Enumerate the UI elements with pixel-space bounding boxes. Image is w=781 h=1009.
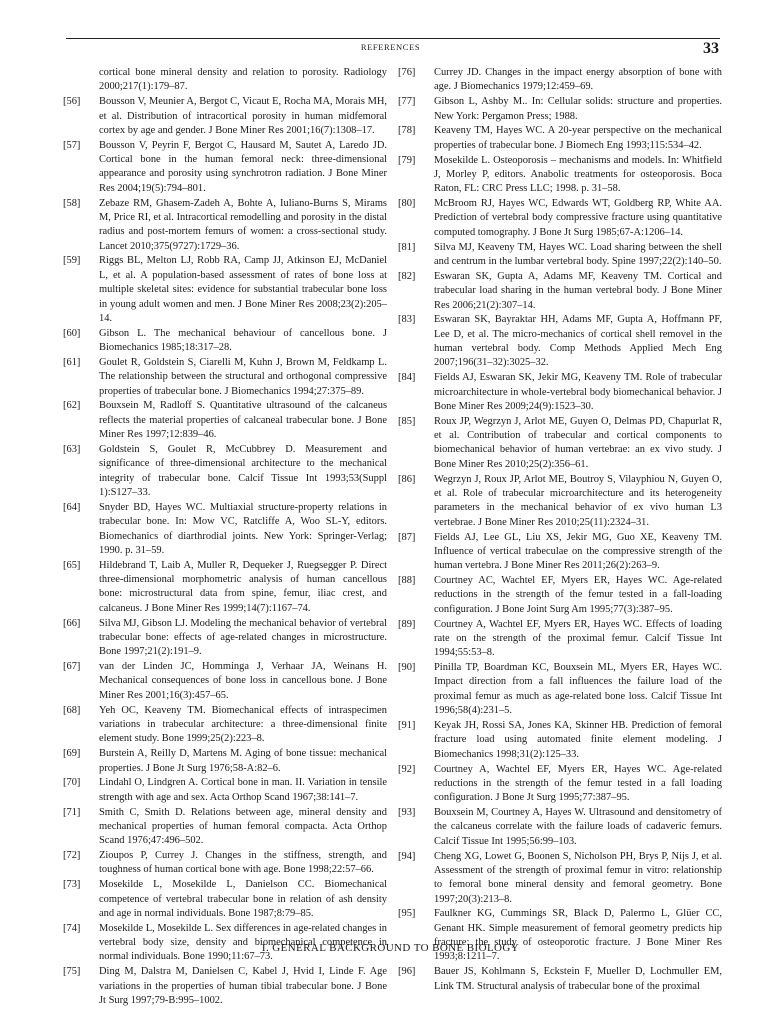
reference-number: [85] — [398, 415, 416, 427]
reference-entry — [63, 776, 387, 805]
reference-entry — [63, 95, 387, 138]
reference-entry — [63, 254, 387, 326]
reference-number: [80] — [398, 198, 416, 210]
reference-number: [59] — [63, 255, 81, 267]
header-rule — [66, 38, 720, 39]
reference-entry — [398, 313, 722, 370]
reference-entry — [63, 356, 387, 399]
reference-entry — [398, 95, 722, 124]
reference-entry — [63, 559, 387, 616]
reference-text: Mosekilde L. Osteoporosis – mechanisms and models. In: Whitfield J, Morley P, editors. Anabolic treatments for osteoporosis. Boca Raton, FL: CRC Press LLC; 1998. p. 31–58. — [434, 154, 722, 195]
reference-number: [89] — [398, 618, 416, 630]
reference-number: [79] — [398, 154, 416, 166]
reference-number: [71] — [63, 806, 81, 818]
reference-number: [93] — [398, 807, 416, 819]
reference-number: [72] — [63, 850, 81, 862]
reference-text: Mosekilde L, Mosekilde L. Sex differences in age-related changes in vertebral body size, density and biomechanical competence in normal individuals. Bone 1990;11:67–73. — [99, 922, 387, 963]
reference-text: Smith C, Smith D. Relations between age, mineral density and mechanical properties of human femoral compacta. Acta Orthop Scand 1976;47:496–502. — [99, 806, 387, 847]
reference-entry — [398, 473, 722, 530]
reference-text: Bouxsein M, Courtney A, Hayes W. Ultrasound and densitometry of the calcaneus correlate with the failure loads of cadaveric femurs. Calcif Tissue Int 1995;56:99–103. — [434, 807, 722, 847]
reference-number: [63] — [63, 443, 81, 455]
reference-number: [69] — [63, 748, 81, 760]
reference-text: Zebaze RM, Ghasem-Zadeh A, Bohte A, Iuliano-Burns S, Mirams M, Price RI, et al. Intracortical remodelling and porosity in the distal radius and post-mortem femurs of women: a cross-sectional study. Lancet 2010;375(9727):1729–36. — [99, 197, 387, 252]
references-right-column — [398, 66, 722, 995]
reference-entry — [398, 806, 722, 849]
reference-number: [61] — [63, 356, 81, 368]
reference-entry — [398, 371, 722, 414]
reference-text: Courtney A, Wachtel EF, Myers ER, Hayes WC. Effects of loading rate on the strength of the proximal femur. Calcif Tissue Int 1994;55:53–8. — [434, 618, 722, 659]
reference-text: Yeh OC, Keaveny TM. Biomechanical effects of intraspecimen variations in trabecular architecture: a three-dimensional finite element study. Bone 1999;25(2):223–8. — [99, 704, 387, 745]
reference-entry — [63, 849, 387, 878]
reference-text: Courtney AC, Wachtel EF, Myers ER, Hayes WC. Age-related reductions in the strength of the femur tested in a fall-loading configuration. J Bone Joint Surg Am 1995;77(3):387–95. — [434, 575, 722, 615]
reference-entry — [398, 415, 722, 472]
reference-text: Eswaran SK, Gupta A, Adams MF, Keaveny TM. Cortical and trabecular load sharing in the human vertebral body. J Bone Miner Res 2006;21(2):307–14. — [434, 270, 722, 311]
reference-number: [56] — [63, 96, 81, 108]
reference-number: [96] — [398, 966, 416, 978]
reference-entry — [398, 124, 722, 153]
reference-entry — [63, 139, 387, 196]
reference-entry — [398, 197, 722, 240]
reference-text: Fields AJ, Lee GL, Liu XS, Jekir MG, Guo XE, Keaveny TM. Influence of vertical trabeculae on the compressive strength of the human vertebra. J Bone Miner Res 2011;26(2):263–9. — [434, 531, 722, 572]
reference-text: Silva MJ, Keaveny TM, Hayes WC. Load sharing between the shell and centrum in the lumbar vertebral body. Spine 1997;22(2):140–50. — [434, 241, 722, 267]
reference-number: [74] — [63, 922, 81, 934]
page-footer: I. GENERAL BACKGROUND TO BONE BIOLOGY — [261, 942, 520, 954]
reference-number: [94] — [398, 850, 416, 862]
reference-entry — [63, 197, 387, 254]
reference-number: [82] — [398, 270, 416, 282]
reference-number: [91] — [398, 719, 416, 731]
reference-text: Bouxsein M, Radloff S. Quantitative ultrasound of the calcaneus reflects the material properties of calcaneal trabecular bone. J Bone Miner Res 1997;12:839–46. — [99, 400, 387, 441]
reference-number: [68] — [63, 704, 81, 716]
reference-text: Bousson V, Peyrin F, Bergot C, Hausard M, Sautet A, Laredo JD. Cortical bone in the human femoral neck: three-dimensional appearance and porosity using synchrotron radiation. J Bone Miner Res 2004;19(5):794–801. — [99, 139, 387, 194]
reference-entry — [398, 574, 722, 617]
reference-text: Currey JD. Changes in the impact energy absorption of bone with age. J Biomechanics 1979;12:459–69. — [434, 67, 722, 93]
reference-entry — [63, 878, 387, 921]
reference-text: Goldstein S, Goulet R, McCubbrey D. Measurement and significance of three-dimensional architecture to the mechanical integrity of trabecular bone. Calcif Tissue Int 1993;53(Suppl 1):S127–33. — [99, 443, 387, 498]
reference-text: Keaveny TM, Hayes WC. A 20-year perspective on the mechanical properties of trabecular bone. J Biomech Eng 1993;115:534–42. — [434, 125, 722, 151]
reference-text: van der Linden JC, Homminga J, Verhaar JA, Weinans H. Mechanical consequences of bone loss in cancellous bone. J Bone Miner Res 2001;16(3):457–65. — [99, 661, 387, 701]
reference-number: [60] — [63, 327, 81, 339]
reference-number: [70] — [63, 777, 81, 789]
reference-text: Wegrzyn J, Roux JP, Arlot ME, Boutroy S, Vilayphiou N, Guyen O, et al. Role of trabecular microarchitecture and its heterogeneity parameters in the mechanical behavior of ex vivo human L3 vertebrae. J Bone Miner Res 2010;25(11):2324–31. — [434, 473, 722, 528]
reference-text: Goulet R, Goldstein S, Ciarelli M, Kuhn J, Brown M, Feldkamp L. The relationship between the structural and orthogonal compressive properties of trabecular bone. J Biomechanics 1994;27:375–89. — [99, 356, 387, 397]
reference-entry — [398, 965, 722, 994]
page-number: 33 — [703, 40, 719, 57]
reference-text: Gibson L, Ashby M.. In: Cellular solids: structure and properties. New York: Pergamon Press; 1988. — [434, 96, 722, 122]
reference-number: [81] — [398, 241, 416, 253]
reference-entry — [63, 399, 387, 442]
reference-text: Eswaran SK, Bayraktar HH, Adams MF, Gupta A, Hoffmann PF, Lee D, et al. The micro-mechanics of cortical shell removel in the human vertebral body. Comp Methods Applied Mech Eng 2007;196(31–32):3025–32. — [434, 314, 722, 369]
reference-number: [88] — [398, 575, 416, 587]
reference-number: [66] — [63, 617, 81, 629]
reference-number: [73] — [63, 879, 81, 891]
reference-entry — [63, 327, 387, 356]
reference-text: Courtney A, Wachtel EF, Myers ER, Hayes WC. Age-related reductions in the strength of the femur tested in a fall loading configuration. J Bone Jt Surg 1995;77:387–95. — [434, 763, 722, 804]
reference-number: [57] — [63, 139, 81, 151]
reference-number: [58] — [63, 197, 81, 209]
reference-entry — [398, 719, 722, 762]
reference-number: [75] — [63, 966, 81, 978]
reference-text: Cheng XG, Lowet G, Boonen S, Nicholson PH, Brys P, Nijs J, et al. Assessment of the strength of proximal femur in vitro: relationship to femoral bone mineral density and femoral geometry. Bone 1997;20(3):213–8. — [434, 850, 722, 905]
reference-entry — [63, 501, 387, 558]
reference-entry — [398, 66, 722, 95]
reference-text: Snyder BD, Hayes WC. Multiaxial structure-property relations in trabecular bone. In: Mow VC, Ratcliffe A, Woo SL-Y, editors. Biomechanics of diarthrodial joints. New York: Springer-Verlag; 1990. p. 31–59. — [99, 501, 387, 556]
reference-entry — [398, 618, 722, 661]
reference-entry — [63, 747, 387, 776]
reference-number: [77] — [398, 96, 416, 108]
reference-text: Riggs BL, Melton LJ, Robb RA, Camp JJ, Atkinson EJ, McDaniel L, et al. A population-based assessment of rates of bone loss at multiple skeletal sites: evidence for substantial trabecular bone loss in young adult women and men. J Bone Miner Res 2008;23(2):205–14. — [99, 255, 387, 324]
reference-number: [92] — [398, 763, 416, 775]
reference-text: Faulkner KG, Cummings SR, Black D, Palermo L, Glüer CC, Genant HK. Simple measurement of femoral geometry predicts hip fracture: the study of osteoporotic fracture. J Bone Miner Res 1993;8:1211–7. — [434, 908, 722, 963]
reference-number: [95] — [398, 908, 416, 920]
reference-entry — [398, 763, 722, 806]
reference-number: [65] — [63, 559, 81, 571]
reference-number: [76] — [398, 67, 416, 78]
reference-entry — [398, 270, 722, 313]
reference-entry — [63, 806, 387, 849]
reference-number: [64] — [63, 501, 81, 513]
reference-number: [87] — [398, 531, 416, 543]
reference-number: [62] — [63, 400, 81, 412]
reference-entry — [63, 617, 387, 660]
reference-text: Bauer JS, Kohlmann S, Eckstein F, Mueller D, Lochmuller EM, Link TM. Structural analysis of trabecular bone of the proximal — [434, 966, 722, 992]
reference-number: [78] — [398, 125, 416, 137]
reference-text: Ding M, Dalstra M, Danielsen C, Kabel J, Hvid I, Linde F. Age variations in the properties of human tibial trabecular bone. J Bone Jt Surg 1997;79-B:995–1002. — [99, 966, 387, 1006]
reference-text: Burstein A, Reilly D, Martens M. Aging of bone tissue: mechanical properties. J Bone Jt Surg 1976;58-A:82–6. — [99, 748, 387, 774]
reference-text: Hildebrand T, Laib A, Muller R, Dequeker J, Ruegsegger P. Direct three-dimensional morphometric analysis of human cancellous bone: microstructural data from spine, femur, iliac crest, and calcaneus. J Bone Miner Res 1999;14(7):1167–74. — [99, 559, 387, 614]
reference-number: [83] — [398, 314, 416, 326]
reference-continuation: cortical bone mineral density and relation to porosity. Radiology 2000;217(1):179–87. — [99, 67, 387, 93]
reference-entry — [398, 850, 722, 907]
reference-entry — [63, 443, 387, 500]
reference-number: [67] — [63, 661, 81, 673]
references-left-column — [63, 66, 387, 1009]
reference-entry — [398, 154, 722, 197]
reference-number: [86] — [398, 473, 416, 485]
reference-number: [84] — [398, 372, 416, 384]
reference-text: Roux JP, Wegrzyn J, Arlot ME, Guyen O, Delmas PD, Chapurlat R, et al. Contribution of trabecular and cortical components to biomechanical behavior of human vertebrae: an ex vivo study. J Bone Miner Res 2010;25(2):356–61. — [434, 415, 722, 470]
reference-text: Gibson L. The mechanical behaviour of cancellous bone. J Biomechanics 1985;18:317–28. — [99, 327, 387, 354]
reference-text: Zioupos P, Currey J. Changes in the stiffness, strength, and toughness of human cortical bone with age. Bone 1998;22:57–66. — [99, 850, 387, 876]
reference-text: Mosekilde L, Mosekilde L, Danielson CC. Biomechanical competence of vertebral trabecular bone in relation of ash density and age in normal individuals. Bone 1987;8:79–85. — [99, 879, 387, 919]
reference-text: Fields AJ, Eswaran SK, Jekir MG, Keaveny TM. Role of trabecular microarchitecture in whole-vertebral body biomechanical behavior. J Bone Miner Res 2009;24(9):1523–30. — [434, 372, 722, 412]
reference-text: Silva MJ, Gibson LJ. Modeling the mechanical behavior of vertebral trabecular bone: effects of age-related changes in microstructure. Bone 1997;21(2):191–9. — [99, 617, 387, 658]
reference-text: Keyak JH, Rossi SA, Jones KA, Skinner HB. Prediction of femoral fracture load using automated finite element modeling. J Biomechanics 1998;31(2):125–33. — [434, 719, 722, 760]
running-head: REFERENCES — [360, 42, 421, 52]
reference-entry — [63, 965, 387, 1008]
reference-entry — [63, 704, 387, 747]
reference-text: Lindahl O, Lindgren A. Cortical bone in man. II. Variation in tensile strength with age and sex. Acta Orthop Scand 1967;38:141–7. — [99, 777, 387, 803]
reference-entry — [398, 531, 722, 574]
reference-text: McBroom RJ, Hayes WC, Edwards WT, Goldberg RP, White AA. Prediction of vertebral body compressive fracture using quantitative computed tomography. J Bone Jt Surg 1985;67-A:1206–14. — [434, 198, 722, 238]
reference-text: Bousson V, Meunier A, Bergot C, Vicaut E, Rocha MA, Morais MH, et al. Distribution of intracortical porosity in human midfemoral cortex by age and gender. J Bone Miner Res 2001;16(7):1308–17. — [99, 96, 387, 136]
reference-entry — [398, 907, 722, 964]
reference-number: [90] — [398, 662, 416, 674]
reference-text: Pinilla TP, Boardman KC, Bouxsein ML, Myers ER, Hayes WC. Impact direction from a fall influences the failure load of the proximal femur as much as age-related bone loss. Calcif Tissue Int 1996;58(4):231–5. — [434, 662, 722, 717]
reference-entry — [398, 241, 722, 270]
reference-entry — [398, 661, 722, 718]
reference-entry — [63, 660, 387, 703]
